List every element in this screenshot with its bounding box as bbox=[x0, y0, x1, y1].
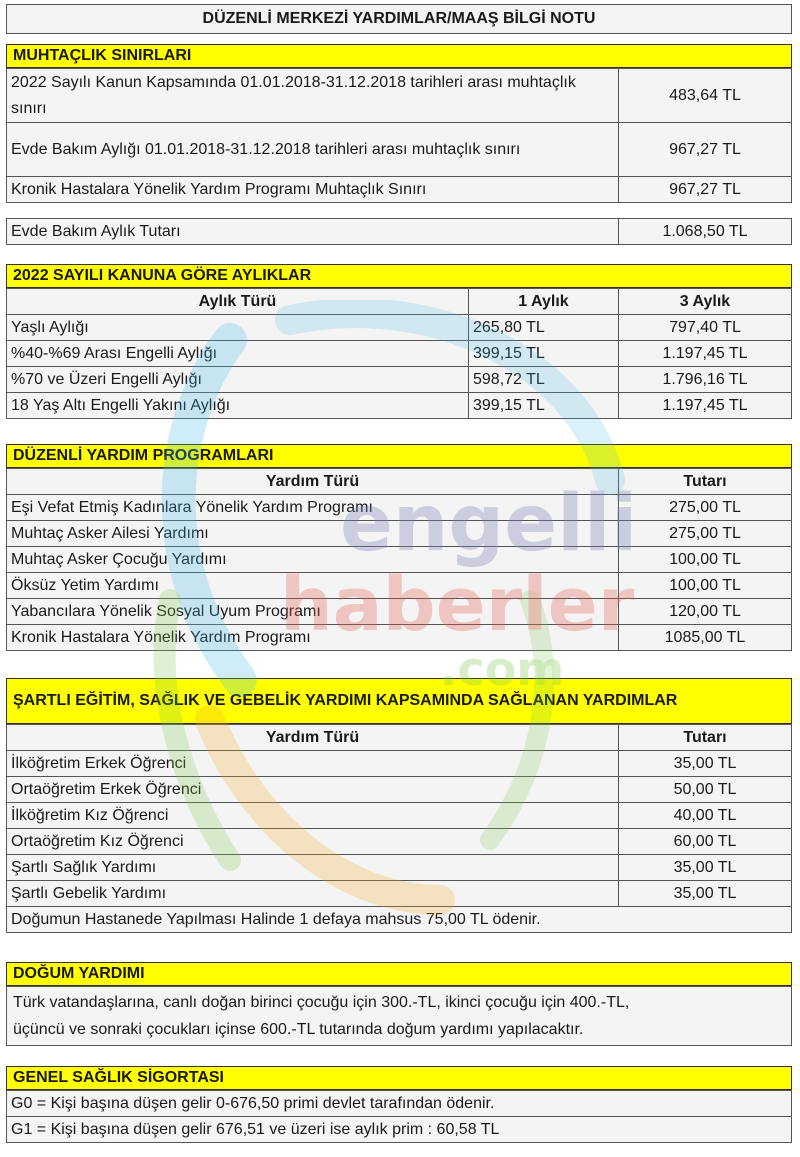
row-value: 40,00 TL bbox=[619, 803, 792, 829]
evde-bakim-table bbox=[6, 218, 792, 245]
row-label: Şartlı Gebelik Yardımı bbox=[7, 881, 619, 907]
table-row bbox=[7, 803, 792, 829]
row-label: Muhtaç Asker Ailesi Yardımı bbox=[7, 521, 619, 547]
evde-bakim-section bbox=[6, 218, 792, 245]
table-row bbox=[7, 177, 792, 203]
row-value: 60,00 TL bbox=[619, 829, 792, 855]
gss-line: G0 = Kişi başına düşen gelir 0-676,50 primi devlet tarafından ödenir. bbox=[7, 1091, 792, 1117]
dogum-line: üçüncü ve sonraki çocukları içinse 600.-TL tutarında doğum yardımı yapılacaktır. bbox=[13, 1021, 584, 1038]
column-header: 1 Aylık bbox=[469, 289, 619, 315]
row-value: 275,00 TL bbox=[619, 521, 792, 547]
row-label: Ortaöğretim Kız Öğrenci bbox=[7, 829, 619, 855]
dogum-header: DOĞUM YARDIMI bbox=[6, 962, 792, 986]
table-row bbox=[7, 881, 792, 907]
table-row bbox=[7, 599, 792, 625]
row-label: İlköğretim Erkek Öğrenci bbox=[7, 751, 619, 777]
row-value: 100,00 TL bbox=[619, 573, 792, 599]
row-label: Şartlı Sağlık Yardımı bbox=[7, 855, 619, 881]
table-row bbox=[7, 1091, 792, 1117]
row-label: %40-%69 Arası Engelli Aylığı bbox=[7, 341, 469, 367]
row-value: 399,15 TL bbox=[469, 393, 619, 419]
row-value: 1.197,45 TL bbox=[619, 393, 792, 419]
table-row bbox=[7, 1117, 792, 1143]
gss-table bbox=[6, 1090, 792, 1143]
watermark-text: engelli bbox=[340, 479, 638, 569]
table-row bbox=[7, 521, 792, 547]
column-header: Yardım Türü bbox=[7, 725, 619, 751]
gss-line: G1 = Kişi başına düşen gelir 676,51 ve üzeri ise aylık prim : 60,58 TL bbox=[7, 1117, 792, 1143]
dogum-line: Türk vatandaşlarına, canlı doğan birinci çocuğu için 300.-TL, ikinci çocuğu için 400.-TL, bbox=[13, 994, 630, 1011]
table-row bbox=[7, 777, 792, 803]
table-row bbox=[7, 573, 792, 599]
dogum-section bbox=[6, 962, 792, 1046]
muhtaclik-header: MUHTAÇLIK SINIRLARI bbox=[6, 44, 792, 68]
row-label: 18 Yaş Altı Engelli Yakını Aylığı bbox=[7, 393, 469, 419]
sartli-header: ŞARTLI EĞİTİM, SAĞLIK VE GEBELİK YARDIMI KAPSAMINDA SAĞLANAN YARDIMLAR bbox=[6, 678, 792, 724]
row-value: 399,15 TL bbox=[469, 341, 619, 367]
page-title: DÜZENLİ MERKEZİ YARDIMLAR/MAAŞ BİLGİ NOTU bbox=[6, 4, 792, 34]
duzenli-header: DÜZENLİ YARDIM PROGRAMLARI bbox=[6, 444, 792, 468]
duzenli-section bbox=[6, 444, 792, 651]
row-label: Eşi Vefat Etmiş Kadınlara Yönelik Yardım Programı bbox=[7, 495, 619, 521]
column-header: Tutarı bbox=[619, 725, 792, 751]
row-value: 50,00 TL bbox=[619, 777, 792, 803]
table-row bbox=[7, 751, 792, 777]
aylik-header: 2022 SAYILI KANUNA GÖRE AYLIKLAR bbox=[6, 264, 792, 288]
row-label: Ortaöğretim Erkek Öğrenci bbox=[7, 777, 619, 803]
table-row bbox=[7, 393, 792, 419]
table-header-row bbox=[7, 725, 792, 751]
muhtaclik-table bbox=[6, 68, 792, 203]
table-row bbox=[7, 907, 792, 933]
row-value: 100,00 TL bbox=[619, 547, 792, 573]
muhtaclik-section bbox=[6, 44, 792, 203]
row-value: 967,27 TL bbox=[619, 177, 792, 203]
row-label: İlköğretim Kız Öğrenci bbox=[7, 803, 619, 829]
row-value: 35,00 TL bbox=[619, 855, 792, 881]
column-header: Aylık Türü bbox=[7, 289, 469, 315]
row-value: 483,64 TL bbox=[619, 69, 792, 123]
table-row bbox=[7, 547, 792, 573]
row-label: 2022 Sayılı Kanun Kapsamında 01.01.2018-31.12.2018 tarihleri arası muhtaçlık sınırı bbox=[7, 69, 619, 123]
row-label: Yabancılara Yönelik Sosyal Uyum Programı bbox=[7, 599, 619, 625]
sartli-section bbox=[6, 678, 792, 933]
column-header: Tutarı bbox=[619, 469, 792, 495]
table-row bbox=[7, 219, 792, 245]
table-header-row bbox=[7, 289, 792, 315]
row-value: 797,40 TL bbox=[619, 315, 792, 341]
gss-header: GENEL SAĞLIK SİGORTASI bbox=[6, 1066, 792, 1090]
row-label: Evde Bakım Aylığı 01.01.2018-31.12.2018 tarihleri arası muhtaçlık sınırı bbox=[7, 123, 619, 177]
sartli-note: Doğumun Hastanede Yapılması Halinde 1 defaya mahsus 75,00 TL ödenir. bbox=[7, 907, 792, 933]
table-row bbox=[7, 367, 792, 393]
row-value: 1.197,45 TL bbox=[619, 341, 792, 367]
row-label: Kronik Hastalara Yönelik Yardım Programı Muhtaçlık Sınırı bbox=[7, 177, 619, 203]
table-row bbox=[7, 69, 792, 123]
table-header-row bbox=[7, 469, 792, 495]
table-row bbox=[7, 495, 792, 521]
column-header: 3 Aylık bbox=[619, 289, 792, 315]
row-label: Evde Bakım Aylık Tutarı bbox=[7, 219, 619, 245]
row-label: Yaşlı Aylığı bbox=[7, 315, 469, 341]
table-row bbox=[7, 625, 792, 651]
row-label: %70 ve Üzeri Engelli Aylığı bbox=[7, 367, 469, 393]
row-value: 598,72 TL bbox=[469, 367, 619, 393]
table-row bbox=[7, 855, 792, 881]
row-value: 1085,00 TL bbox=[619, 625, 792, 651]
row-value: 35,00 TL bbox=[619, 881, 792, 907]
watermark-text: haberler bbox=[280, 562, 635, 648]
duzenli-table bbox=[6, 468, 792, 651]
row-value: 35,00 TL bbox=[619, 751, 792, 777]
table-row bbox=[7, 315, 792, 341]
row-label: Muhtaç Asker Çocuğu Yardımı bbox=[7, 547, 619, 573]
sartli-table bbox=[6, 724, 792, 933]
row-value: 265,80 TL bbox=[469, 315, 619, 341]
row-label: Kronik Hastalara Yönelik Yardım Programı bbox=[7, 625, 619, 651]
column-header: Yardım Türü bbox=[7, 469, 619, 495]
row-value: 275,00 TL bbox=[619, 495, 792, 521]
row-value: 967,27 TL bbox=[619, 123, 792, 177]
watermark-text: .com bbox=[440, 642, 565, 696]
row-value: 1.796,16 TL bbox=[619, 367, 792, 393]
row-label: Öksüz Yetim Yardımı bbox=[7, 573, 619, 599]
table-row bbox=[7, 341, 792, 367]
table-row bbox=[7, 123, 792, 177]
aylik-section bbox=[6, 264, 792, 419]
row-value: 120,00 TL bbox=[619, 599, 792, 625]
aylik-table bbox=[6, 288, 792, 419]
row-value: 1.068,50 TL bbox=[619, 219, 792, 245]
table-row bbox=[7, 829, 792, 855]
gss-section bbox=[6, 1066, 792, 1143]
dogum-text bbox=[6, 986, 792, 1046]
